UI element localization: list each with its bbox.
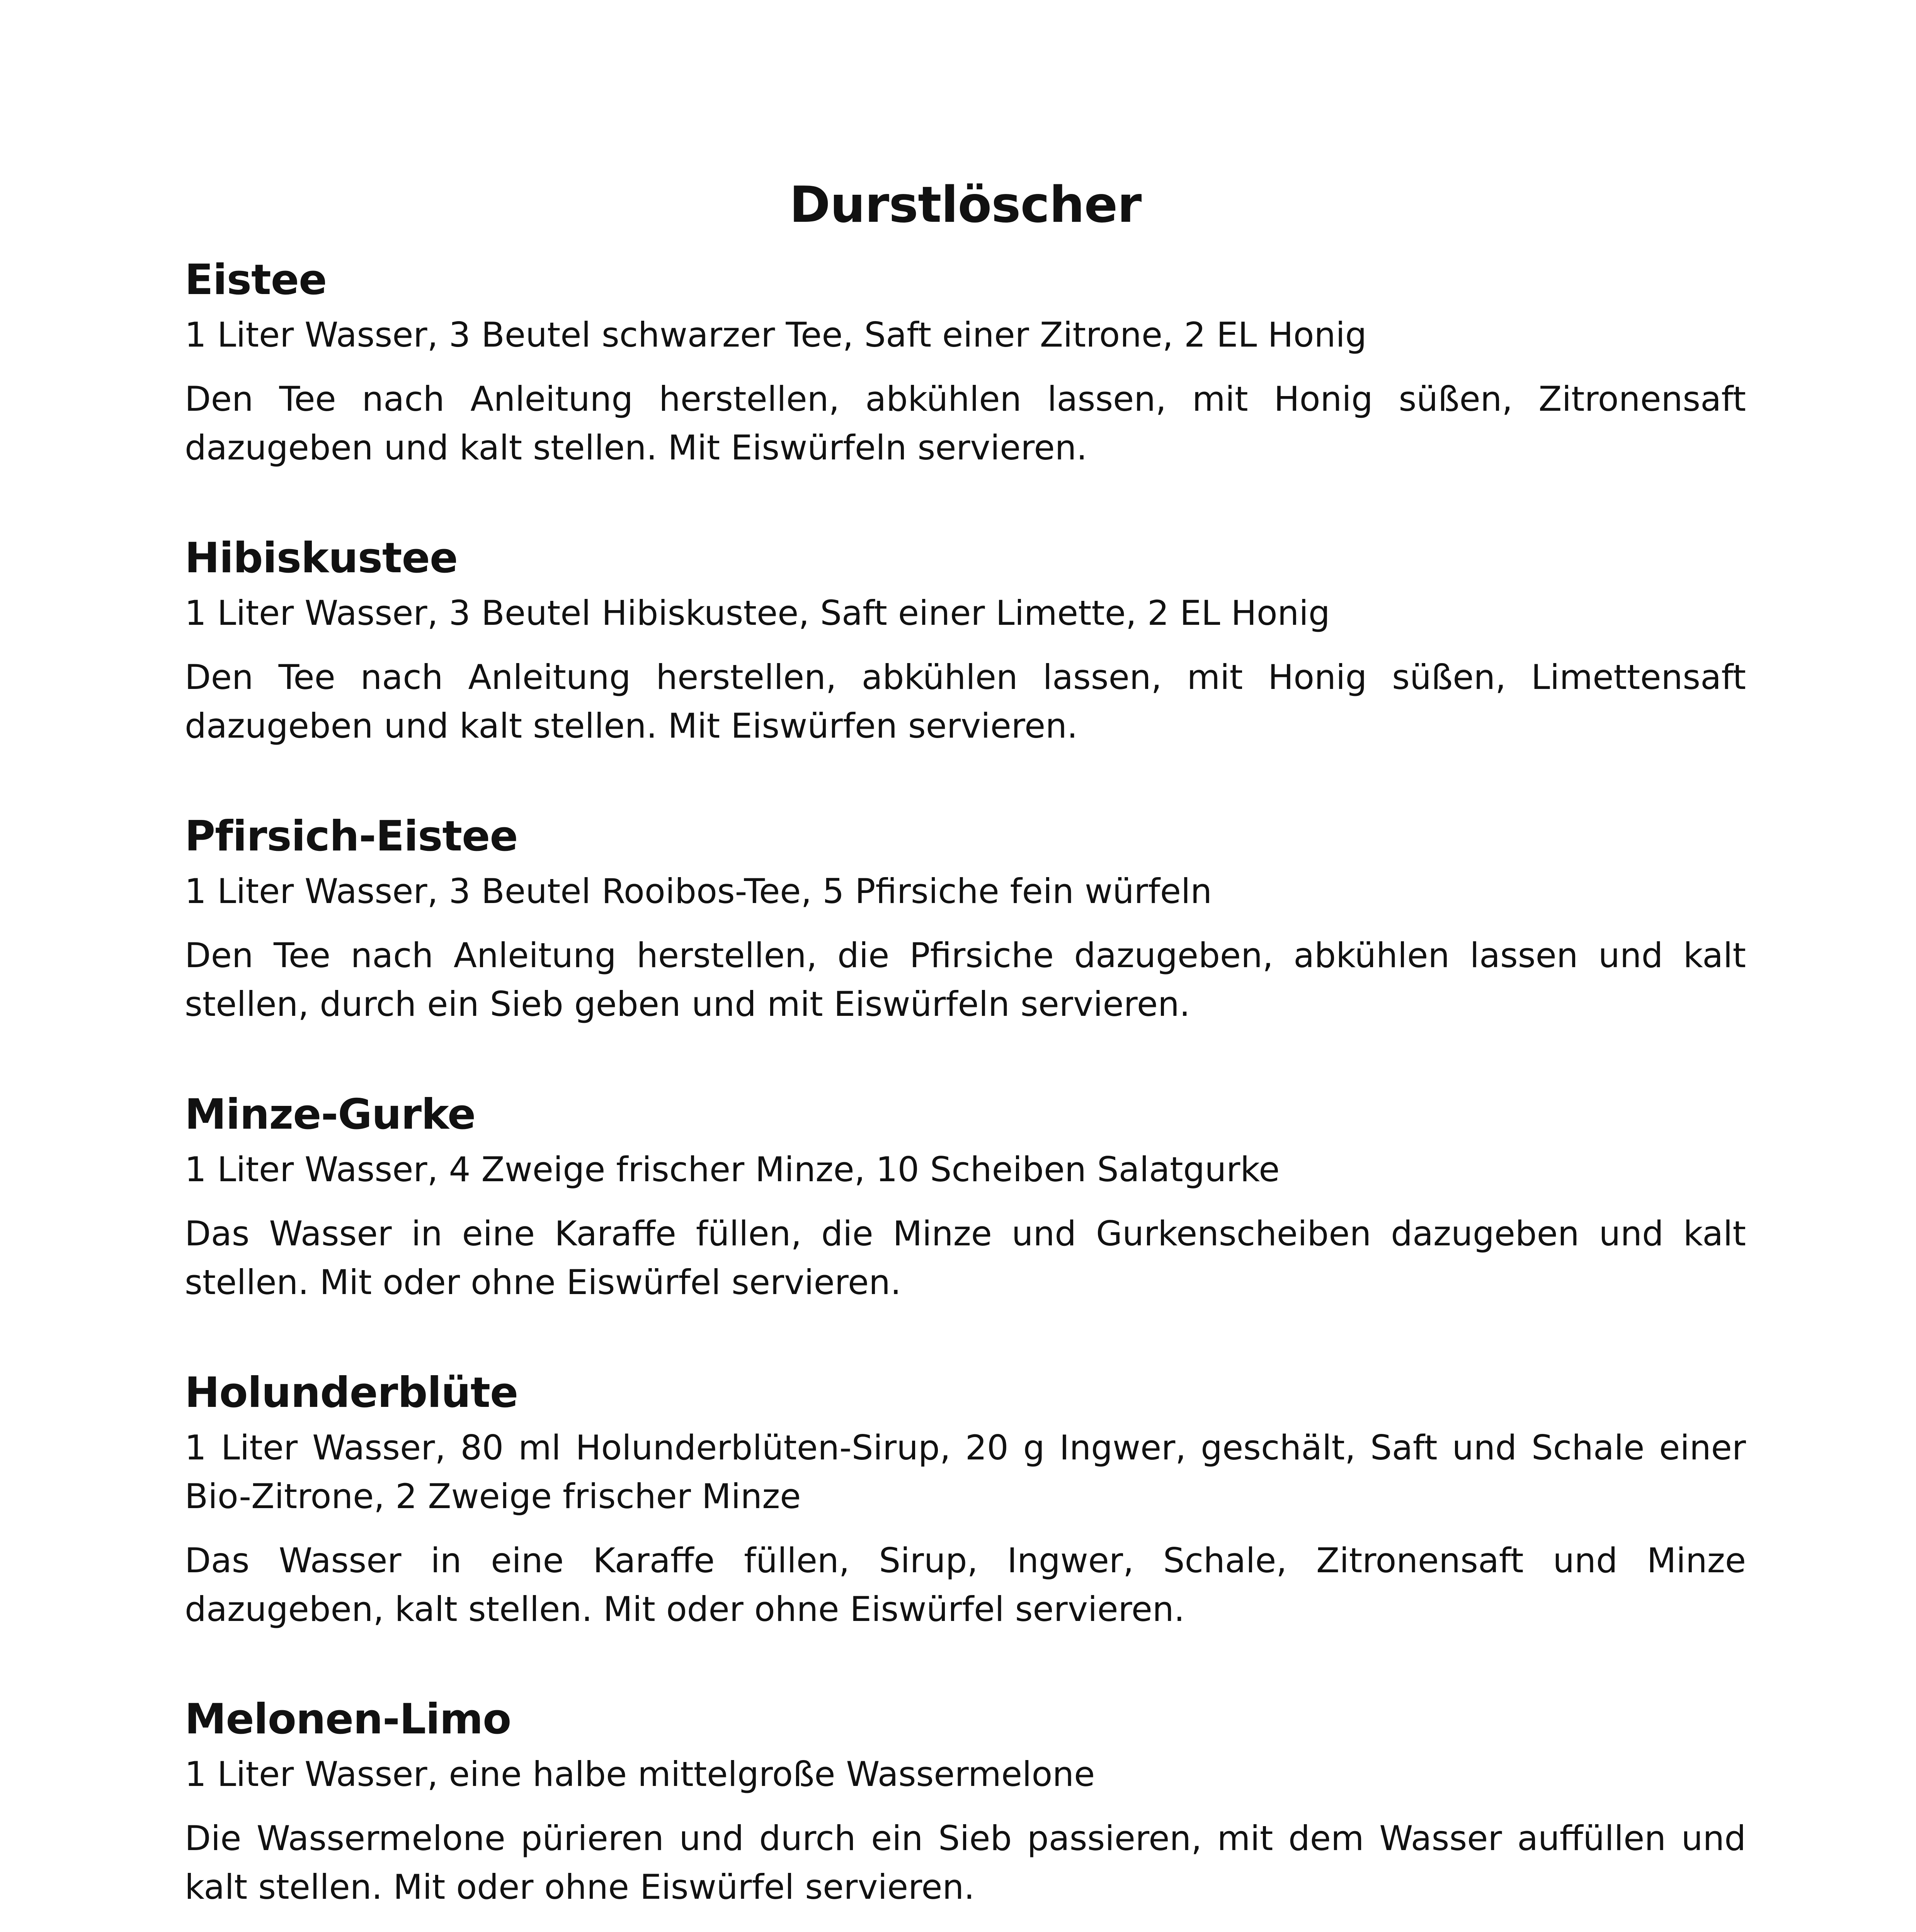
- recipe-instructions: Den Tee nach Anleitung herstellen, abkühlen lassen, mit Honig süßen, Limettensaft dazugeben und kalt stellen. Mit Eiswürfen servieren.: [185, 657, 1746, 746]
- recipe-instructions: Das Wasser in eine Karaffe füllen, die Minze und Gurkenscheiben dazugeben und kalt stellen. Mit oder ohne Eiswürfel servieren.: [185, 1214, 1746, 1302]
- recipe-ingredients: 1 Liter Wasser, 3 Beutel Hibiskustee, Saft einer Limette, 2 EL Honig: [185, 593, 1330, 633]
- recipe-eistee: [185, 255, 1746, 472]
- recipe-title: Eistee: [185, 256, 327, 304]
- recipe-ingredients: 1 Liter Wasser, 4 Zweige frischer Minze, 10 Scheiben Salatgurke: [185, 1150, 1280, 1189]
- recipe-instructions: Den Tee nach Anleitung herstellen, die Pfirsiche dazugeben, abkühlen lassen und kalt stellen, durch ein Sieb geben und mit Eiswürfeln servieren.: [185, 935, 1746, 1024]
- document-page: [185, 0, 1746, 1932]
- recipe-title: Pfirsich-Eistee: [185, 812, 518, 861]
- recipe-ingredients: 1 Liter Wasser, eine halbe mittelgroße Wassermelone: [185, 1754, 1095, 1794]
- page-title: Durstlöscher: [789, 176, 1142, 234]
- recipe-hibiskustee: [185, 533, 1746, 750]
- recipe-ingredients: 1 Liter Wasser, 3 Beutel schwarzer Tee, Saft einer Zitrone, 2 EL Honig: [185, 315, 1367, 355]
- recipe-minze-gurke: [185, 1090, 1746, 1307]
- recipe-title: Melonen-Limo: [185, 1695, 511, 1743]
- recipe-melonen-limo: [185, 1694, 1746, 1912]
- recipe-title: Holunderblüte: [185, 1369, 518, 1417]
- recipe-instructions: Das Wasser in eine Karaffe füllen, Sirup, Ingwer, Schale, Zitronensaft und Minze dazugeben, kalt stellen. Mit oder ohne Eiswürfel servieren.: [185, 1541, 1746, 1629]
- recipe-title: Minze-Gurke: [185, 1090, 476, 1139]
- recipe-pfirsich-eistee: [185, 811, 1746, 1029]
- recipe-instructions: Die Wassermelone pürieren und durch ein Sieb passieren, mit dem Wasser auffüllen und kalt stellen. Mit oder ohne Eiswürfel servieren.: [185, 1818, 1746, 1907]
- recipe-instructions: Den Tee nach Anleitung herstellen, abkühlen lassen, mit Honig süßen, Zitronensaft dazugeben und kalt stellen. Mit Eiswürfeln servieren.: [185, 379, 1746, 468]
- recipe-ingredients: 1 Liter Wasser, 80 ml Holunderblüten-Sirup, 20 g Ingwer, geschält, Saft und Schale einer Bio-Zitrone, 2 Zweige frischer Minze: [185, 1428, 1746, 1516]
- recipe-holunderbluete: [185, 1368, 1746, 1634]
- recipe-title: Hibiskustee: [185, 534, 458, 582]
- recipe-ingredients: 1 Liter Wasser, 3 Beutel Rooibos-Tee, 5 Pfirsiche fein würfeln: [185, 871, 1212, 911]
